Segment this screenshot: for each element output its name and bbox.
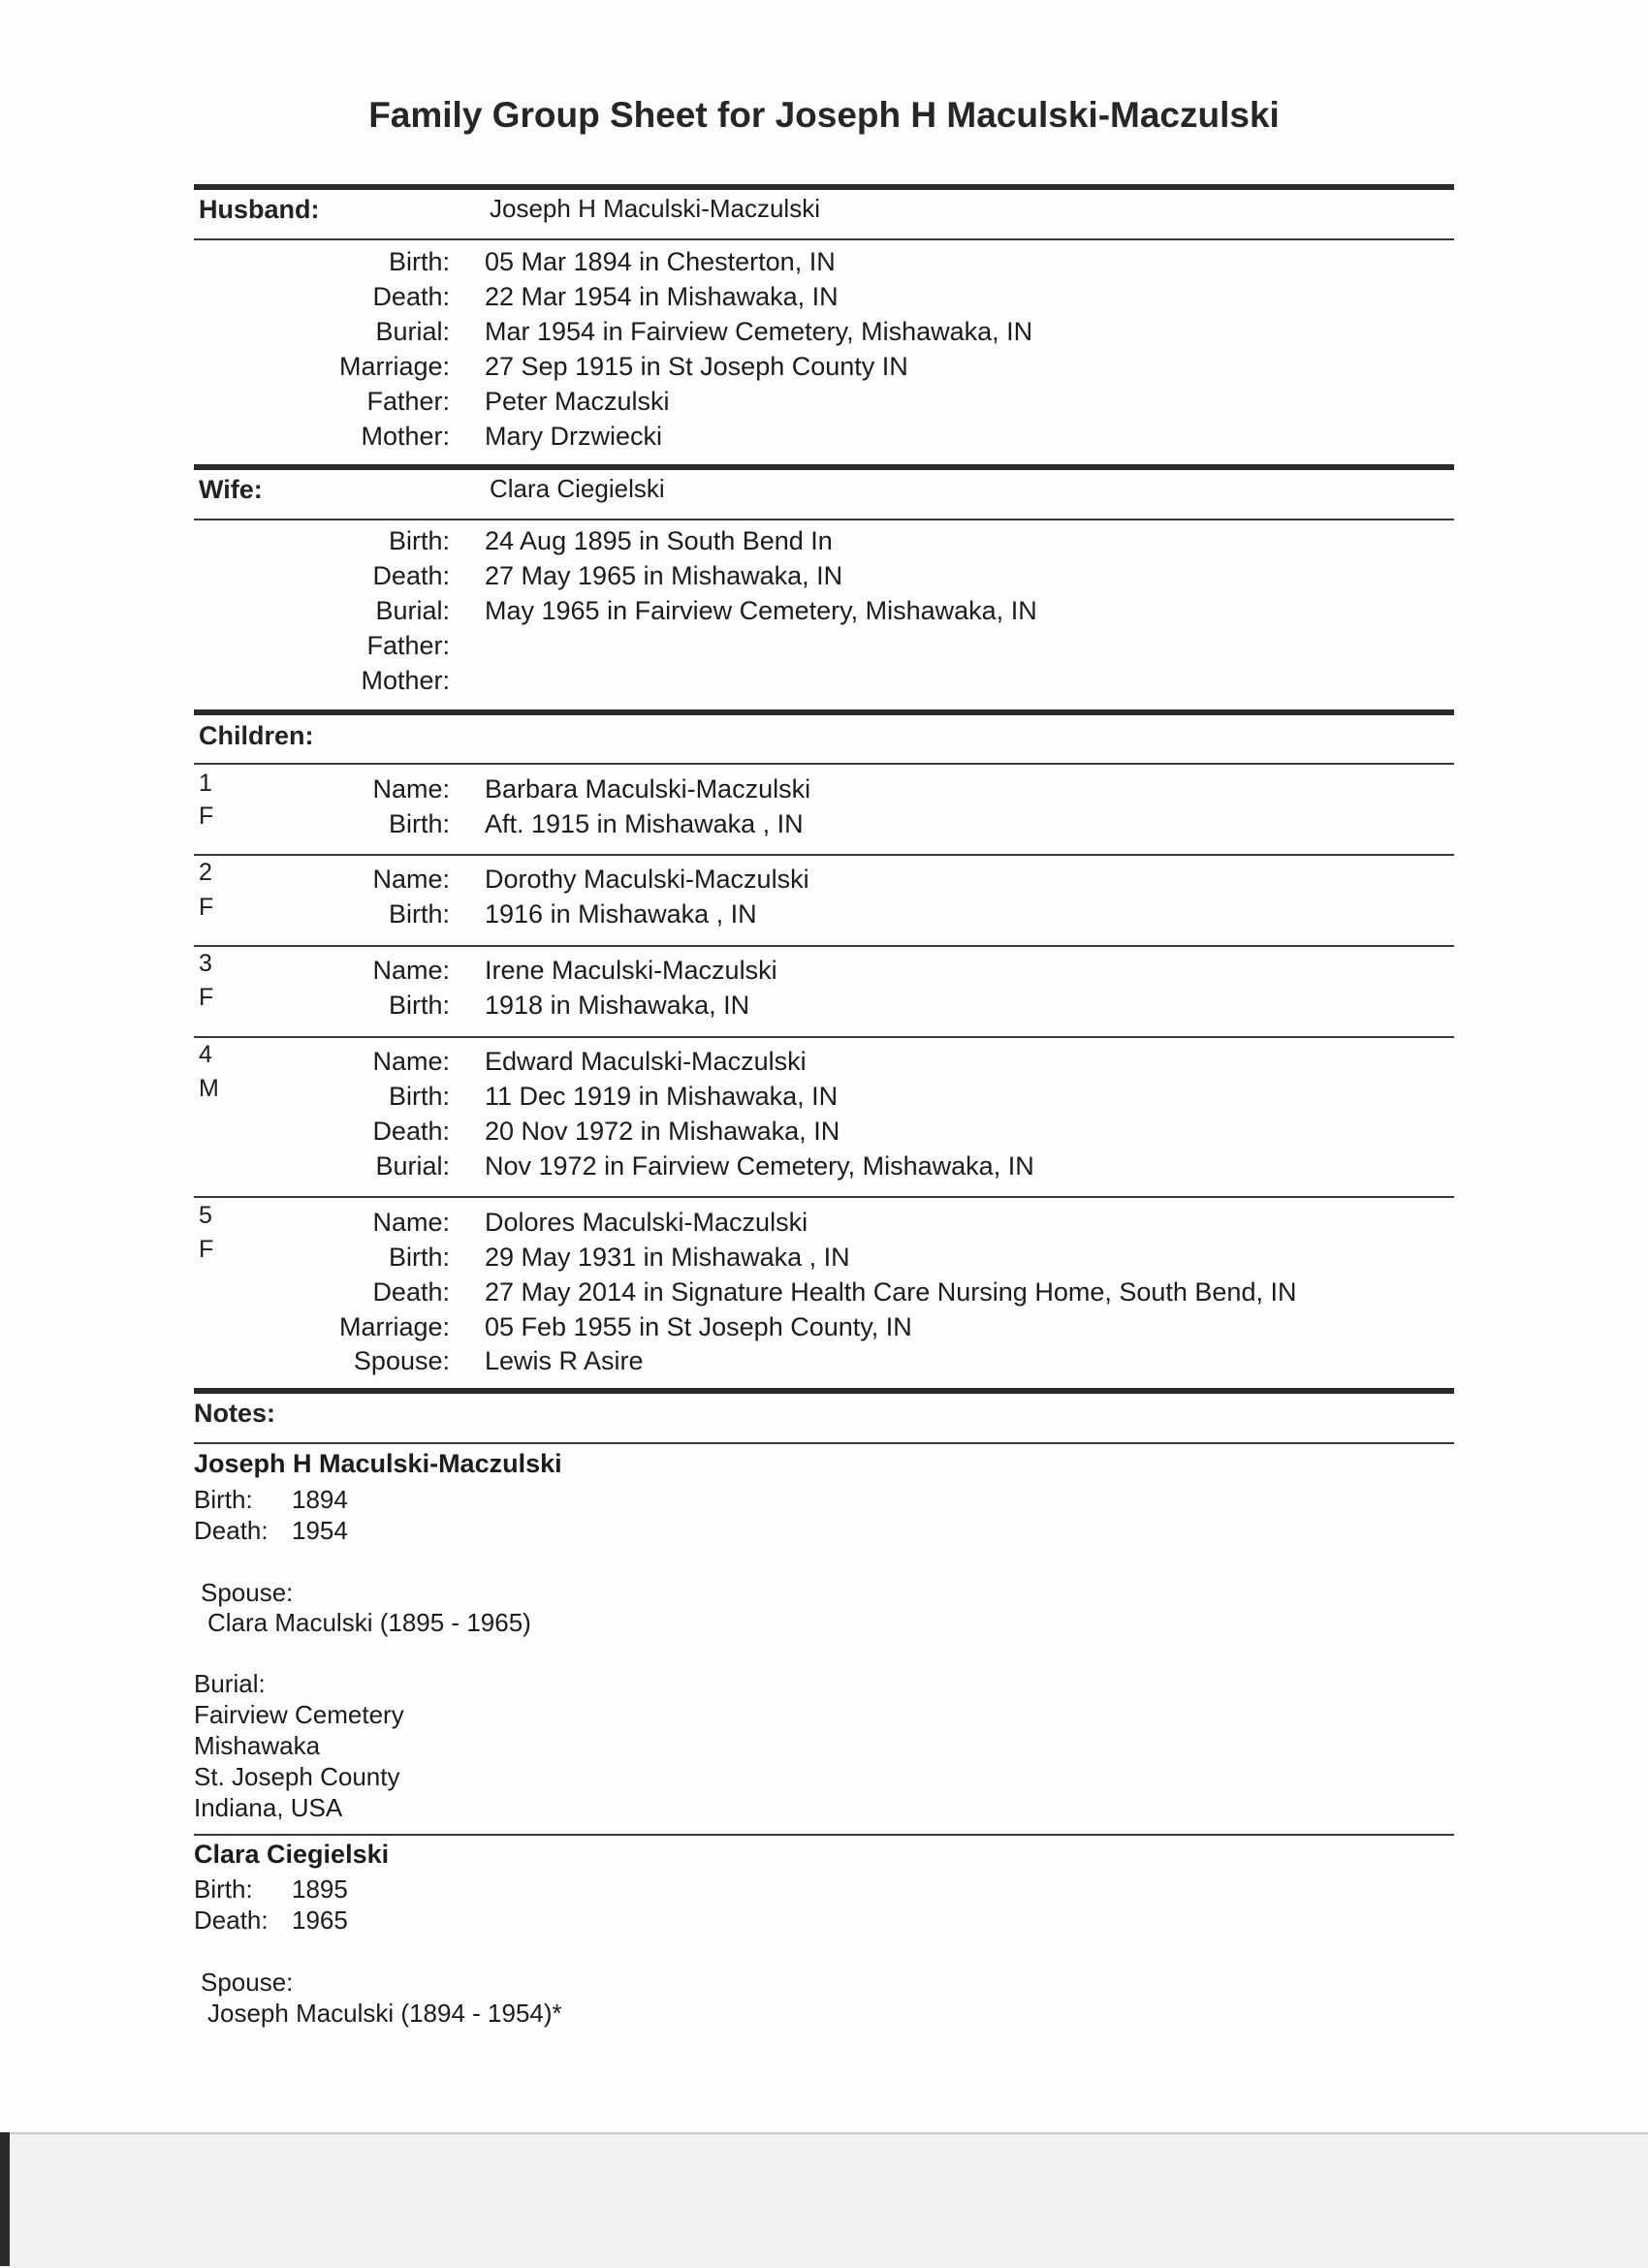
fact-value: Lewis R Asire	[485, 1346, 644, 1375]
fact-label: Birth:	[388, 526, 450, 555]
husband-name: Joseph H Maculski-Maczulski	[490, 194, 820, 223]
note-value: 1895	[292, 1874, 348, 1904]
fact-label: Father:	[366, 631, 450, 660]
fact-label: Marriage:	[338, 1312, 450, 1341]
fact-label: Burial:	[375, 317, 450, 346]
children-label: Children:	[199, 721, 314, 750]
fact-value: 05 Mar 1894 in Chesterton, IN	[485, 247, 836, 276]
page-title: Family Group Sheet for Joseph H Maculski-Maczulski	[368, 95, 1280, 135]
fact-value: May 1965 in Fairview Cemetery, Mishawaka, IN	[485, 596, 1037, 625]
fact-value: 24 Aug 1895 in South Bend In	[485, 526, 833, 555]
child-name: Edward Maculski-Maczulski	[485, 1047, 807, 1076]
fact-label: Name:	[372, 956, 450, 985]
note-label: Death:	[194, 1516, 269, 1545]
fact-value: 27 May 2014 in Signature Health Care Nursing Home, South Bend, IN	[485, 1277, 1297, 1307]
divider	[194, 519, 1454, 520]
note-value: 1965	[292, 1906, 348, 1935]
child-name: Irene Maculski-Maczulski	[485, 956, 777, 985]
section-rule	[194, 184, 1454, 190]
divider	[194, 763, 1454, 765]
note-label: Spouse:	[201, 1578, 294, 1607]
fact-value: 27 May 1965 in Mishawaka, IN	[485, 561, 843, 590]
burial-line: Fairview Cemetery	[194, 1700, 404, 1729]
divider	[194, 854, 1454, 856]
fact-label: Death:	[372, 1277, 450, 1307]
child-number: 3	[199, 950, 212, 977]
fact-value: Peter Maczulski	[485, 387, 670, 416]
burial-line: Mishawaka	[194, 1731, 321, 1760]
note-value: 1894	[292, 1485, 348, 1514]
fact-value: 1916 in Mishawaka , IN	[485, 899, 757, 929]
fact-value: 29 May 1931 in Mishawaka , IN	[485, 1243, 850, 1272]
fact-label: Death:	[372, 282, 450, 311]
section-rule	[194, 1388, 1454, 1394]
fact-label: Birth:	[388, 247, 450, 276]
child-sex: F	[199, 1236, 214, 1263]
fact-label: Father:	[366, 387, 450, 416]
scanner-bed-margin	[0, 2132, 1648, 2268]
husband-label: Husband:	[199, 195, 320, 224]
fact-label: Name:	[372, 1208, 450, 1237]
child-sex: F	[199, 984, 214, 1011]
divider	[194, 1442, 1454, 1444]
fact-label: Birth:	[388, 1082, 450, 1111]
divider	[194, 1036, 1454, 1038]
fact-value: 22 Mar 1954 in Mishawaka, IN	[485, 282, 839, 311]
child-number: 2	[199, 859, 212, 886]
section-rule	[194, 709, 1454, 715]
fact-label: Mother:	[361, 666, 450, 695]
fact-value: 20 Nov 1972 in Mishawaka, IN	[485, 1117, 840, 1146]
scanner-edge-shadow	[0, 2132, 10, 2266]
note-label: Birth:	[194, 1874, 253, 1904]
fact-label: Death:	[372, 561, 450, 590]
child-name: Dorothy Maculski-Maczulski	[485, 865, 809, 894]
note-person-name: Clara Ciegielski	[194, 1840, 390, 1869]
child-number: 4	[199, 1041, 212, 1068]
child-sex: F	[199, 894, 214, 921]
note-label: Death:	[194, 1906, 269, 1935]
section-rule	[194, 464, 1454, 470]
notes-label: Notes:	[194, 1399, 276, 1428]
fact-label: Burial:	[375, 1151, 450, 1181]
child-sex: F	[199, 803, 214, 830]
note-value: Clara Maculski (1895 - 1965)	[207, 1608, 531, 1637]
fact-value: 1918 in Mishawaka, IN	[485, 991, 750, 1020]
fact-label: Mother:	[361, 422, 450, 451]
fact-label: Birth:	[388, 899, 450, 929]
fact-label: Name:	[372, 774, 450, 803]
child-number: 5	[199, 1202, 212, 1229]
burial-line: Indiana, USA	[194, 1793, 343, 1822]
divider	[194, 238, 1454, 240]
wife-name: Clara Ciegielski	[490, 474, 665, 503]
fact-label: Marriage:	[338, 352, 450, 381]
fact-label: Name:	[372, 865, 450, 894]
fact-value: Mary Drzwiecki	[485, 422, 663, 451]
fact-value: Aft. 1915 in Mishawaka , IN	[485, 809, 804, 838]
wife-label: Wife:	[199, 475, 263, 504]
child-number: 1	[199, 770, 212, 797]
note-label: Burial:	[194, 1669, 266, 1698]
fact-label: Death:	[372, 1117, 450, 1146]
child-name: Dolores Maculski-Maczulski	[485, 1208, 808, 1237]
fact-label: Name:	[372, 1047, 450, 1076]
fact-label: Birth:	[388, 991, 450, 1020]
burial-line: St. Joseph County	[194, 1762, 400, 1791]
fact-value: 27 Sep 1915 in St Joseph County IN	[485, 352, 908, 381]
fact-value: 05 Feb 1955 in St Joseph County, IN	[485, 1312, 912, 1341]
child-name: Barbara Maculski-Maczulski	[485, 774, 811, 803]
child-sex: M	[199, 1075, 219, 1102]
fact-value: Mar 1954 in Fairview Cemetery, Mishawaka, IN	[485, 317, 1033, 346]
note-label: Birth:	[194, 1485, 253, 1514]
fact-value: Nov 1972 in Fairview Cemetery, Mishawaka, IN	[485, 1151, 1034, 1181]
note-value: Joseph Maculski (1894 - 1954)*	[207, 1999, 562, 2028]
divider	[194, 1834, 1454, 1836]
fact-label: Spouse:	[353, 1346, 450, 1375]
note-person-name: Joseph H Maculski-Maczulski	[194, 1449, 562, 1478]
fact-value: 11 Dec 1919 in Mishawaka, IN	[485, 1082, 839, 1111]
divider	[194, 945, 1454, 947]
divider	[194, 1196, 1454, 1198]
note-value: 1954	[292, 1516, 348, 1545]
note-label: Spouse:	[201, 1968, 294, 1997]
fact-label: Birth:	[388, 809, 450, 838]
fact-label: Birth:	[388, 1243, 450, 1272]
fact-label: Burial:	[375, 596, 450, 625]
